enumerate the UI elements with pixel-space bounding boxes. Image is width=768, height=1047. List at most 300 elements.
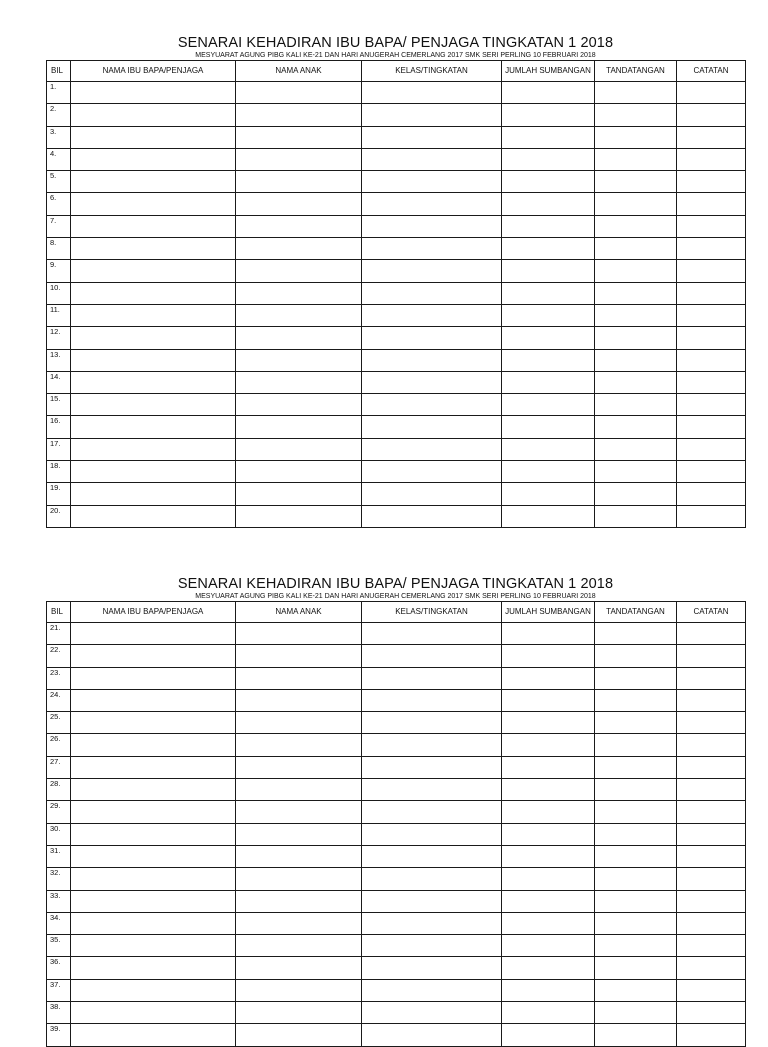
parent-name-cell[interactable]: [71, 171, 236, 193]
parent-name-cell[interactable]: [71, 461, 236, 483]
signature-cell[interactable]: [595, 304, 677, 326]
contribution-cell[interactable]: [502, 260, 595, 282]
contribution-cell[interactable]: [502, 371, 595, 393]
row-number: 12.: [47, 327, 71, 349]
parent-name-cell[interactable]: [71, 505, 236, 527]
contribution-cell[interactable]: [502, 957, 595, 979]
table-row: [47, 282, 746, 304]
parent-name-cell[interactable]: [71, 238, 236, 260]
row-number: 31.: [47, 845, 71, 867]
class-cell[interactable]: [362, 461, 502, 483]
table-header-row: [47, 602, 746, 623]
child-name-cell[interactable]: [236, 667, 362, 689]
contribution-cell[interactable]: [502, 82, 595, 104]
table-row: [47, 238, 746, 260]
class-cell[interactable]: [362, 304, 502, 326]
parent-name-cell[interactable]: [71, 148, 236, 170]
child-name-cell[interactable]: [236, 126, 362, 148]
column-header-child-name: NAMA ANAK: [236, 61, 362, 82]
contribution-cell[interactable]: [502, 667, 595, 689]
signature-cell[interactable]: [595, 823, 677, 845]
notes-cell[interactable]: [677, 667, 746, 689]
signature-cell[interactable]: [595, 756, 677, 778]
notes-cell[interactable]: [677, 912, 746, 934]
signature-cell[interactable]: [595, 82, 677, 104]
parent-name-cell[interactable]: [71, 394, 236, 416]
class-cell[interactable]: [362, 416, 502, 438]
notes-cell[interactable]: [677, 215, 746, 237]
class-cell[interactable]: [362, 483, 502, 505]
signature-cell[interactable]: [595, 148, 677, 170]
row-number: 30.: [47, 823, 71, 845]
notes-cell[interactable]: [677, 689, 746, 711]
contribution-cell[interactable]: [502, 712, 595, 734]
row-number: 33.: [47, 890, 71, 912]
child-name-cell[interactable]: [236, 416, 362, 438]
contribution-cell[interactable]: [502, 935, 595, 957]
table-row: [47, 756, 746, 778]
parent-name-cell[interactable]: [71, 957, 236, 979]
row-number: 39.: [47, 1024, 71, 1046]
class-cell[interactable]: [362, 756, 502, 778]
signature-cell[interactable]: [595, 126, 677, 148]
child-name-cell[interactable]: [236, 623, 362, 645]
row-number: 14.: [47, 371, 71, 393]
notes-cell[interactable]: [677, 394, 746, 416]
signature-cell[interactable]: [595, 979, 677, 1001]
class-cell[interactable]: [362, 845, 502, 867]
parent-name-cell[interactable]: [71, 282, 236, 304]
child-name-cell[interactable]: [236, 349, 362, 371]
table-body: [47, 623, 746, 1047]
contribution-cell[interactable]: [502, 349, 595, 371]
child-name-cell[interactable]: [236, 215, 362, 237]
notes-cell[interactable]: [677, 260, 746, 282]
signature-cell[interactable]: [595, 734, 677, 756]
class-cell[interactable]: [362, 327, 502, 349]
parent-name-cell[interactable]: [71, 890, 236, 912]
notes-cell[interactable]: [677, 979, 746, 1001]
row-number: 38.: [47, 1002, 71, 1024]
child-name-cell[interactable]: [236, 505, 362, 527]
contribution-cell[interactable]: [502, 438, 595, 460]
row-number: 2.: [47, 104, 71, 126]
class-cell[interactable]: [362, 623, 502, 645]
contribution-cell[interactable]: [502, 505, 595, 527]
child-name-cell[interactable]: [236, 304, 362, 326]
class-cell[interactable]: [362, 667, 502, 689]
contribution-cell[interactable]: [502, 1002, 595, 1024]
signature-cell[interactable]: [595, 394, 677, 416]
child-name-cell[interactable]: [236, 483, 362, 505]
class-cell[interactable]: [362, 104, 502, 126]
class-cell[interactable]: [362, 1024, 502, 1046]
signature-cell[interactable]: [595, 779, 677, 801]
table-row: [47, 935, 746, 957]
child-name-cell[interactable]: [236, 712, 362, 734]
contribution-cell[interactable]: [502, 779, 595, 801]
class-cell[interactable]: [362, 912, 502, 934]
parent-name-cell[interactable]: [71, 979, 236, 1001]
parent-name-cell[interactable]: [71, 82, 236, 104]
class-cell[interactable]: [362, 82, 502, 104]
parent-name-cell[interactable]: [71, 712, 236, 734]
notes-cell[interactable]: [677, 957, 746, 979]
signature-cell[interactable]: [595, 215, 677, 237]
table-row: [47, 394, 746, 416]
notes-cell[interactable]: [677, 483, 746, 505]
class-cell[interactable]: [362, 823, 502, 845]
child-name-cell[interactable]: [236, 394, 362, 416]
notes-cell[interactable]: [677, 193, 746, 215]
contribution-cell[interactable]: [502, 238, 595, 260]
row-number: 27.: [47, 756, 71, 778]
class-cell[interactable]: [362, 868, 502, 890]
row-number: 7.: [47, 215, 71, 237]
class-cell[interactable]: [362, 979, 502, 1001]
signature-cell[interactable]: [595, 349, 677, 371]
signature-cell[interactable]: [595, 416, 677, 438]
column-header-contribution: [502, 602, 595, 623]
table-row: [47, 979, 746, 1001]
parent-name-cell[interactable]: [71, 483, 236, 505]
contribution-cell[interactable]: [502, 890, 595, 912]
signature-cell[interactable]: [595, 801, 677, 823]
signature-cell[interactable]: [595, 845, 677, 867]
row-number: 8.: [47, 238, 71, 260]
signature-cell[interactable]: [595, 438, 677, 460]
contribution-cell[interactable]: [502, 689, 595, 711]
table-row: [47, 801, 746, 823]
parent-name-cell[interactable]: [71, 1002, 236, 1024]
table-header-row: [47, 61, 746, 82]
parent-name-cell[interactable]: [71, 667, 236, 689]
child-name-cell[interactable]: [236, 171, 362, 193]
contribution-cell[interactable]: [502, 282, 595, 304]
class-cell[interactable]: [362, 371, 502, 393]
class-cell[interactable]: [362, 712, 502, 734]
column-header-contribution-label: JUMLAH SUMBANGAN: [505, 607, 591, 616]
class-cell[interactable]: [362, 438, 502, 460]
child-name-cell[interactable]: [236, 438, 362, 460]
notes-cell[interactable]: [677, 505, 746, 527]
child-name-cell[interactable]: [236, 756, 362, 778]
table-row: [47, 645, 746, 667]
child-name-cell[interactable]: [236, 461, 362, 483]
contribution-cell[interactable]: [502, 912, 595, 934]
child-name-cell[interactable]: [236, 801, 362, 823]
contribution-cell[interactable]: [502, 623, 595, 645]
column-header-notes: CATATAN: [677, 602, 746, 623]
parent-name-cell[interactable]: [71, 215, 236, 237]
child-name-cell[interactable]: [236, 82, 362, 104]
parent-name-cell[interactable]: [71, 416, 236, 438]
notes-cell[interactable]: [677, 238, 746, 260]
signature-cell[interactable]: [595, 645, 677, 667]
class-cell[interactable]: [362, 215, 502, 237]
parent-name-cell[interactable]: [71, 868, 236, 890]
contribution-cell[interactable]: [502, 756, 595, 778]
child-name-cell[interactable]: [236, 823, 362, 845]
contribution-cell[interactable]: [502, 979, 595, 1001]
child-name-cell[interactable]: [236, 282, 362, 304]
column-header-class: KELAS/TINGKATAN: [362, 602, 502, 623]
parent-name-cell[interactable]: [71, 1024, 236, 1046]
sheet-title: SENARAI KEHADIRAN IBU BAPA/ PENJAGA TINGKATAN 1 2018: [177, 576, 614, 592]
child-name-cell[interactable]: [236, 868, 362, 890]
table-row: [47, 667, 746, 689]
signature-cell[interactable]: [595, 1002, 677, 1024]
contribution-cell[interactable]: [502, 483, 595, 505]
row-number: 32.: [47, 868, 71, 890]
parent-name-cell[interactable]: [71, 935, 236, 957]
row-number: 10.: [47, 282, 71, 304]
row-number: 4.: [47, 148, 71, 170]
table-row: [47, 483, 746, 505]
signature-cell[interactable]: [595, 667, 677, 689]
notes-cell[interactable]: [677, 868, 746, 890]
child-name-cell[interactable]: [236, 260, 362, 282]
class-cell[interactable]: [362, 505, 502, 527]
class-cell[interactable]: [362, 689, 502, 711]
notes-cell[interactable]: [677, 1024, 746, 1046]
child-name-cell[interactable]: [236, 912, 362, 934]
notes-cell[interactable]: [677, 779, 746, 801]
table-row: [47, 712, 746, 734]
notes-cell[interactable]: [677, 712, 746, 734]
class-cell[interactable]: [362, 957, 502, 979]
parent-name-cell[interactable]: [71, 734, 236, 756]
signature-cell[interactable]: [595, 371, 677, 393]
contribution-cell[interactable]: [502, 327, 595, 349]
child-name-cell[interactable]: [236, 689, 362, 711]
table-row: [47, 1024, 746, 1046]
contribution-cell[interactable]: [502, 104, 595, 126]
parent-name-cell[interactable]: [71, 104, 236, 126]
signature-cell[interactable]: [595, 912, 677, 934]
contribution-cell[interactable]: [502, 394, 595, 416]
signature-cell[interactable]: [595, 260, 677, 282]
notes-cell[interactable]: [677, 371, 746, 393]
contribution-cell[interactable]: [502, 126, 595, 148]
signature-cell[interactable]: [595, 890, 677, 912]
notes-cell[interactable]: [677, 82, 746, 104]
notes-cell[interactable]: [677, 438, 746, 460]
notes-cell[interactable]: [677, 171, 746, 193]
class-cell[interactable]: [362, 1002, 502, 1024]
table-row: [47, 505, 746, 527]
child-name-cell[interactable]: [236, 979, 362, 1001]
notes-cell[interactable]: [677, 282, 746, 304]
attendance-table: [46, 60, 746, 528]
row-number: 3.: [47, 126, 71, 148]
contribution-cell[interactable]: [502, 461, 595, 483]
column-header-child-name: NAMA ANAK: [236, 602, 362, 623]
table-row: [47, 126, 746, 148]
child-name-cell[interactable]: [236, 104, 362, 126]
signature-cell[interactable]: [595, 327, 677, 349]
class-cell[interactable]: [362, 349, 502, 371]
contribution-cell[interactable]: [502, 823, 595, 845]
table-row: [47, 1002, 746, 1024]
signature-cell[interactable]: [595, 712, 677, 734]
parent-name-cell[interactable]: [71, 193, 236, 215]
contribution-cell[interactable]: [502, 304, 595, 326]
contribution-cell[interactable]: [502, 845, 595, 867]
row-number: 20.: [47, 505, 71, 527]
class-cell[interactable]: [362, 148, 502, 170]
class-cell[interactable]: [362, 935, 502, 957]
parent-name-cell[interactable]: [71, 801, 236, 823]
contribution-cell[interactable]: [502, 171, 595, 193]
signature-cell[interactable]: [595, 957, 677, 979]
row-number: 22.: [47, 645, 71, 667]
row-number: 13.: [47, 349, 71, 371]
table-row: [47, 171, 746, 193]
parent-name-cell[interactable]: [71, 438, 236, 460]
parent-name-cell[interactable]: [71, 823, 236, 845]
child-name-cell[interactable]: [236, 890, 362, 912]
parent-name-cell[interactable]: [71, 260, 236, 282]
contribution-cell[interactable]: [502, 148, 595, 170]
contribution-cell[interactable]: [502, 193, 595, 215]
notes-cell[interactable]: [677, 461, 746, 483]
table-row: [47, 734, 746, 756]
sheet-subtitle: MESYUARAT AGUNG PIBG KALI KE-21 DAN HARI ANUGERAH CEMERLANG 2017 SMK SERI PERLING 10 FEBRUARI 2018: [195, 593, 596, 600]
class-cell[interactable]: [362, 238, 502, 260]
class-cell[interactable]: [362, 801, 502, 823]
signature-cell[interactable]: [595, 623, 677, 645]
parent-name-cell[interactable]: [71, 327, 236, 349]
row-number: 37.: [47, 979, 71, 1001]
signature-cell[interactable]: [595, 868, 677, 890]
column-header-bil: BIL: [47, 61, 71, 82]
signature-cell[interactable]: [595, 282, 677, 304]
attendance-table: [46, 601, 746, 1047]
parent-name-cell[interactable]: [71, 126, 236, 148]
child-name-cell[interactable]: [236, 779, 362, 801]
signature-cell[interactable]: [595, 689, 677, 711]
notes-cell[interactable]: [677, 126, 746, 148]
child-name-cell[interactable]: [236, 148, 362, 170]
notes-cell[interactable]: [677, 304, 746, 326]
notes-cell[interactable]: [677, 416, 746, 438]
class-cell[interactable]: [362, 645, 502, 667]
parent-name-cell[interactable]: [71, 779, 236, 801]
column-header-notes: CATATAN: [677, 61, 746, 82]
signature-cell[interactable]: [595, 935, 677, 957]
signature-cell[interactable]: [595, 461, 677, 483]
column-header-contribution-label: JUMLAH SUMBANGAN: [505, 66, 591, 75]
notes-cell[interactable]: [677, 645, 746, 667]
notes-cell[interactable]: [677, 1002, 746, 1024]
contribution-cell[interactable]: [502, 645, 595, 667]
child-name-cell[interactable]: [236, 327, 362, 349]
table-row: [47, 193, 746, 215]
parent-name-cell[interactable]: [71, 845, 236, 867]
child-name-cell[interactable]: [236, 957, 362, 979]
notes-cell[interactable]: [677, 349, 746, 371]
parent-name-cell[interactable]: [71, 689, 236, 711]
child-name-cell[interactable]: [236, 238, 362, 260]
signature-cell[interactable]: [595, 193, 677, 215]
parent-name-cell[interactable]: [71, 912, 236, 934]
child-name-cell[interactable]: [236, 734, 362, 756]
signature-cell[interactable]: [595, 238, 677, 260]
row-number: 34.: [47, 912, 71, 934]
row-number: 19.: [47, 483, 71, 505]
notes-cell[interactable]: [677, 148, 746, 170]
signature-cell[interactable]: [595, 171, 677, 193]
parent-name-cell[interactable]: [71, 371, 236, 393]
child-name-cell[interactable]: [236, 371, 362, 393]
table-row: [47, 890, 746, 912]
child-name-cell[interactable]: [236, 1024, 362, 1046]
parent-name-cell[interactable]: [71, 349, 236, 371]
parent-name-cell[interactable]: [71, 623, 236, 645]
table-body: [47, 82, 746, 528]
notes-cell[interactable]: [677, 734, 746, 756]
class-cell[interactable]: [362, 282, 502, 304]
class-cell[interactable]: [362, 890, 502, 912]
class-cell[interactable]: [362, 779, 502, 801]
table-row: [47, 327, 746, 349]
contribution-cell[interactable]: [502, 734, 595, 756]
child-name-cell[interactable]: [236, 935, 362, 957]
parent-name-cell[interactable]: [71, 756, 236, 778]
signature-cell[interactable]: [595, 104, 677, 126]
contribution-cell[interactable]: [502, 1024, 595, 1046]
row-number: 11.: [47, 304, 71, 326]
child-name-cell[interactable]: [236, 645, 362, 667]
table-row: [47, 349, 746, 371]
notes-cell[interactable]: [677, 756, 746, 778]
notes-cell[interactable]: [677, 801, 746, 823]
notes-cell[interactable]: [677, 845, 746, 867]
attendance-sheet-1: [46, 35, 745, 528]
notes-cell[interactable]: [677, 327, 746, 349]
signature-cell[interactable]: [595, 505, 677, 527]
class-cell[interactable]: [362, 171, 502, 193]
contribution-cell[interactable]: [502, 868, 595, 890]
row-number: 5.: [47, 171, 71, 193]
notes-cell[interactable]: [677, 935, 746, 957]
notes-cell[interactable]: [677, 623, 746, 645]
class-cell[interactable]: [362, 394, 502, 416]
child-name-cell[interactable]: [236, 193, 362, 215]
notes-cell[interactable]: [677, 890, 746, 912]
signature-cell[interactable]: [595, 1024, 677, 1046]
table-row: [47, 623, 746, 645]
contribution-cell[interactable]: [502, 215, 595, 237]
table-row: [47, 82, 746, 104]
notes-cell[interactable]: [677, 104, 746, 126]
class-cell[interactable]: [362, 193, 502, 215]
contribution-cell[interactable]: [502, 416, 595, 438]
column-header-parent-name: NAMA IBU BAPA/PENJAGA: [71, 61, 236, 82]
column-header-parent-name: NAMA IBU BAPA/PENJAGA: [71, 602, 236, 623]
contribution-cell[interactable]: [502, 801, 595, 823]
parent-name-cell[interactable]: [71, 645, 236, 667]
class-cell[interactable]: [362, 734, 502, 756]
parent-name-cell[interactable]: [71, 304, 236, 326]
class-cell[interactable]: [362, 260, 502, 282]
child-name-cell[interactable]: [236, 1002, 362, 1024]
class-cell[interactable]: [362, 126, 502, 148]
child-name-cell[interactable]: [236, 845, 362, 867]
signature-cell[interactable]: [595, 483, 677, 505]
notes-cell[interactable]: [677, 823, 746, 845]
